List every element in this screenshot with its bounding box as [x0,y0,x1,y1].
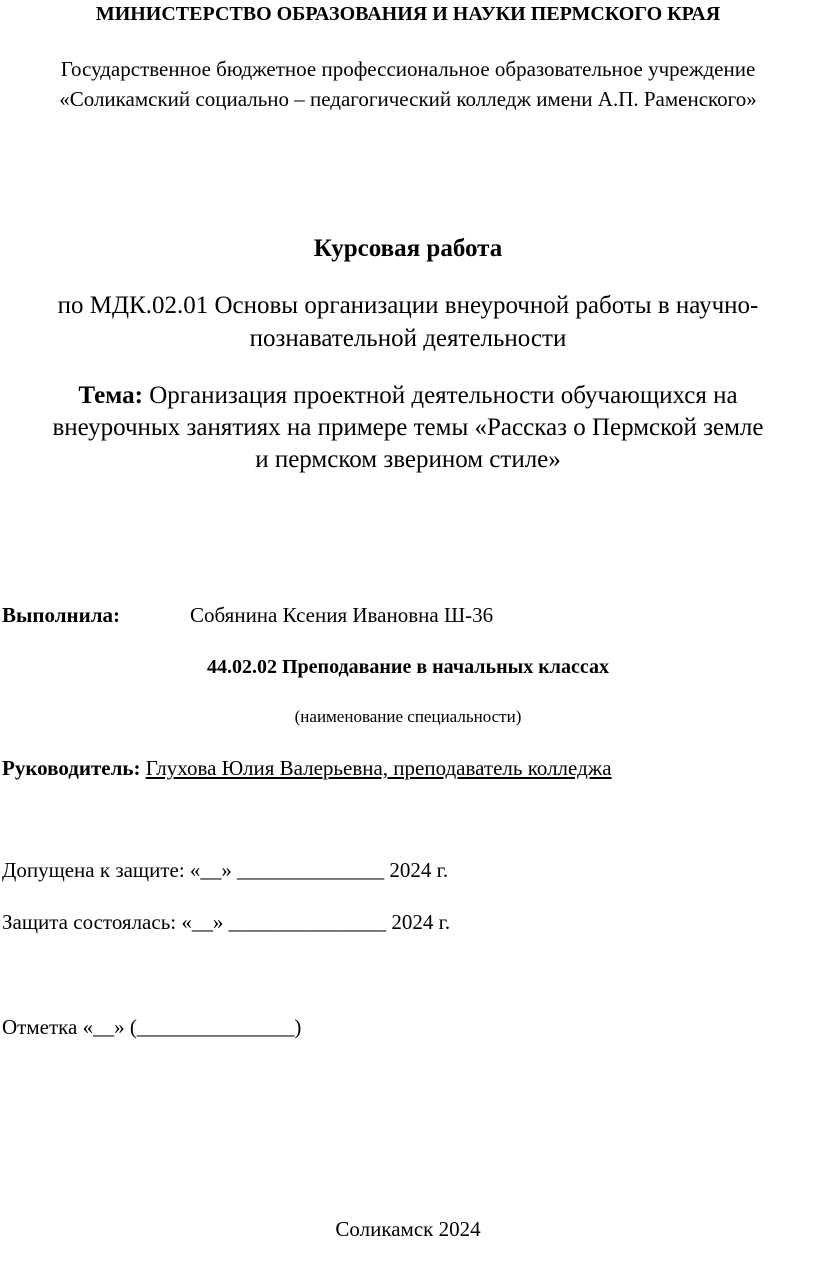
supervisor-value: Глухова Юлия Валерьевна, преподаватель колледжа [145,756,612,780]
institution-line-2: «Соликамский социально – педагогический колледж имени А.П. Раменского» [59,87,757,111]
grade: Отметка «__» (_______________) [2,1015,302,1039]
performer [2,603,493,628]
topic-line-1 [0,380,816,412]
topic-line-3: и пермском зверином стиле» [255,446,561,473]
ministry-title: МИНИСТЕРСТВО ОБРАЗОВАНИЯ И НАУКИ ПЕРМСКОГО КРАЯ [95,3,721,25]
defense-held: Защита состоялась: «__» _______________ 2024 г. [2,910,451,934]
supervisor-label: Руководитель: [2,756,141,780]
institution-line-1: Государственное бюджетное профессиональное образовательное учреждение [60,57,756,81]
topic-text-1: Организация проектной деятельности обучающихся на [149,382,738,409]
performer-label: Выполнила: [2,603,120,627]
supervisor [2,756,612,781]
specialty: 44.02.02 Преподавание в начальных классах [206,656,609,678]
admitted-to-defense: Допущена к защите: «__» ______________ 2024 г. [2,858,449,882]
topic-line-2: внеурочных занятиях на примере темы «Рассказ о Пермской земле [52,414,764,441]
discipline-line-2: познавательной деятельности [249,325,567,352]
city-year: Соликамск 2024 [335,1217,481,1241]
performer-value: Собянина Ксения Ивановна Ш-36 [190,603,494,627]
topic-label: Тема: [78,382,143,409]
specialty-note: (наименование специальности) [294,707,522,726]
institution-name [0,54,816,114]
discipline-line-1: по МДК.02.01 Основы организации внеурочной работы в научно- [57,292,759,319]
topic [0,380,816,476]
work-kind: Курсовая работа [313,235,503,262]
discipline [0,289,816,355]
